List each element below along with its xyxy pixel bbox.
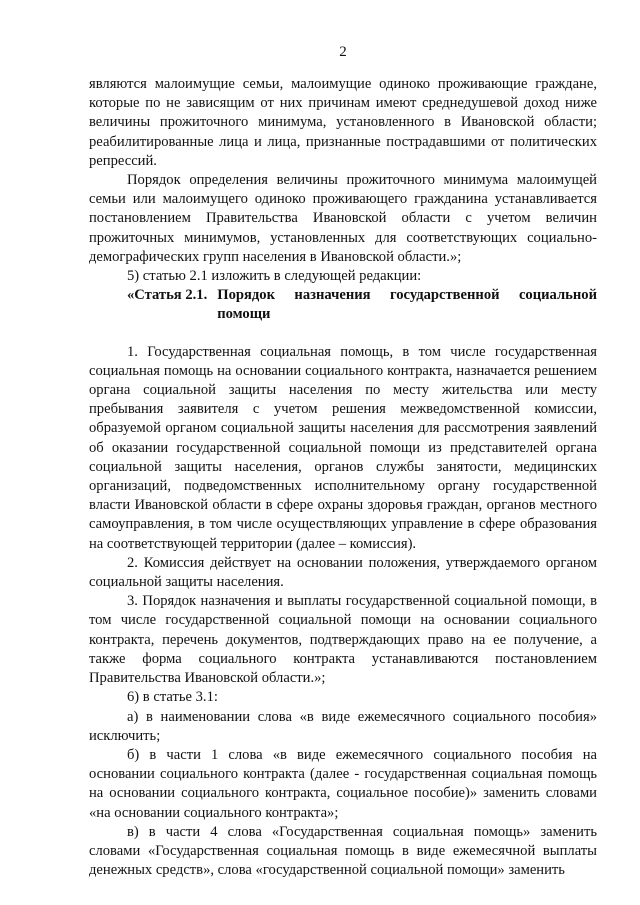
paragraph-continuation: являются малоимущие семьи, малоимущие одиноко проживающие граждане, которые по не зависящим от них причинам имеют среднедушевой доход ниже величины прожиточного минимума, установленного в Ивановской области; реабилитированные лица и лица, признанные пострадавшими от политических репрессий. (89, 76, 597, 169)
paragraph-subitem-a: а) в наименовании слова «в виде ежемесячного социального пособия» исключить; (89, 708, 597, 744)
article-heading (127, 286, 597, 324)
paragraph-subitem-v: в) в части 4 слова «Государственная социальная помощь» заменить словами «Государственная социальная помощь в виде ежемесячной выплаты денежных средств», слова «государственной социальной помощи» заменить (89, 823, 597, 879)
paragraph-subitem-b: б) в части 1 слова «в виде ежемесячного социального пособия на основании социального контракта (далее - государственная социальная помощь на основании социального контракта, социальное пособие)» заменить словами «на основании социального контракта»; (89, 746, 597, 821)
document-page (89, 42, 597, 880)
paragraph-item-5: 5) статью 2.1 изложить в следующей редакции: (127, 268, 422, 285)
article-number: «Статья 2.1. (127, 287, 208, 304)
paragraph-article-part-2: 2. Комиссия действует на основании положения, утверждаемого органом социальной защиты населения. (89, 554, 597, 591)
article-title: Порядок назначения государственной социальной помощи (217, 287, 597, 323)
paragraph-article-part-3: 3. Порядок назначения и выплаты государственной социальной помощи, в том числе государственной социальной помощи на основании социального контракта, перечень документов, подтверждающих право на ее получение, а также форма социального контракта устанавливаются постановлением Правительства Ивановской области.»; (89, 593, 597, 687)
paragraph-item-6: 6) в статье 3.1: (127, 689, 218, 706)
paragraph-article-part-1: 1. Государственная социальная помощь, в том числе государственная социальная помощь на основании социального контракта, назначается решением органа социальной защиты населения по месту жительства или месту пребывания заявителя с учетом решения межведомственной комиссии, образуемой органом социальной защиты населения для рассмотрения заявлений об оказании государственной социальной помощи из представителей органа социальной защиты населения, органов службы занятости, медицинских организаций, подведомственных исполнительному органу государственной власти Ивановской области в сфере охраны здоровья граждан, органов местного самоуправления, в том числе осуществляющих управление в сфере образования на соответствующей территории (далее – комиссия). (89, 343, 597, 552)
page-number: 2 (339, 44, 347, 60)
paragraph-subsistence-procedure: Порядок определения величины прожиточного минимума малоимущей семьи или малоимущего одиноко проживающего гражданина устанавливается постановлением Правительства Ивановской области с учетом величин прожиточных минимумов, установленных для соответствующих социально-демографических групп населения в Ивановской области.»; (89, 172, 597, 265)
spacer (89, 325, 597, 343)
